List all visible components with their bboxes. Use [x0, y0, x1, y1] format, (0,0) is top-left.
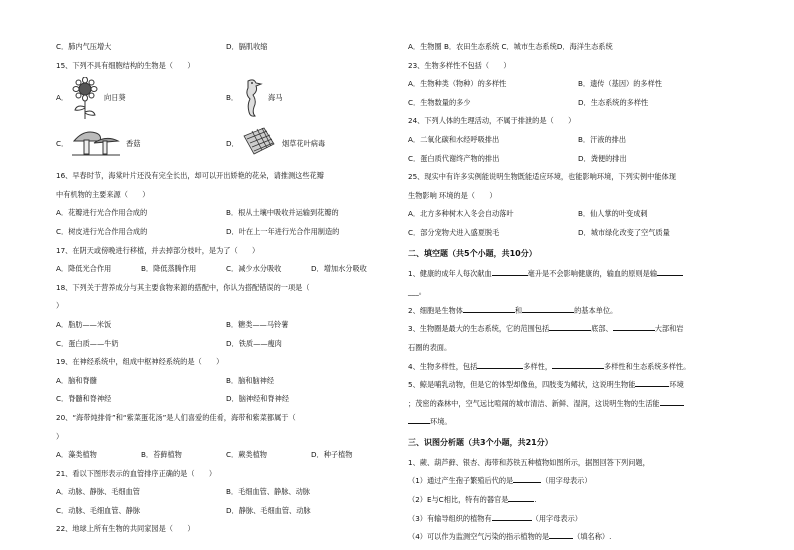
question-19-stem: 19、在神经系统中，组成中枢神经系统的是（ ）: [56, 357, 224, 367]
option-d: D．叶在上一年进行光合作用制造的: [226, 226, 340, 236]
option-d: D．增加水分吸收: [311, 264, 367, 274]
question-24-stem: 24、下列人体的生理活动，不属于排泄的是（ ）: [408, 116, 576, 126]
q20-options: [56, 446, 396, 465]
answer-blank[interactable]: [492, 511, 532, 521]
option-b-seahorse: B． 海马: [226, 77, 396, 119]
option-d: D．种子植物: [311, 450, 353, 460]
question-16-stem: 16、早春时节，海棠叶片还没有完全长出，却可以开出娇艳的花朵，请推测这些花瓣: [56, 171, 324, 181]
option-d: D．铁质——瘦肉: [226, 338, 282, 348]
option-a: A．藻类植物: [56, 450, 97, 460]
option-a: A．北方多种树木入冬会自动落叶: [408, 209, 514, 219]
answer-blank[interactable]: [477, 359, 523, 369]
answer-blank[interactable]: [522, 303, 574, 313]
option-a: A．生物种类（物种）的多样性: [408, 79, 507, 89]
q24-options-ab: [408, 131, 748, 150]
option-c: C．蕨类植物: [226, 450, 267, 460]
option-c: C．树皮进行光合作用合成的: [56, 226, 148, 236]
question-25-stem-cont: 生物影响 环境的是（ ）: [408, 190, 497, 200]
answer-blank[interactable]: [660, 396, 684, 406]
left-column: [56, 38, 396, 539]
fill-q5-cont2: 环境。: [408, 413, 748, 432]
option-b: B．毛细血管、静脉、动脉: [226, 487, 310, 497]
answer-blank[interactable]: [463, 303, 515, 313]
option-d: D．生态系统的多样性: [578, 97, 649, 107]
q14-options: [56, 38, 396, 57]
analysis-q1-sub2: （2）E与C相比，特有的器官是 .: [408, 491, 748, 510]
option-b: B．汗液的排出: [578, 134, 627, 144]
seahorse-icon: [240, 77, 264, 119]
q15-pictures-row2: [56, 121, 396, 167]
option-c: C．脊髓和脊神经: [56, 394, 112, 404]
option-c: C．蛋白质代谢终产物的排出: [408, 153, 500, 163]
q17-options: [56, 260, 396, 279]
answer-blank[interactable]: [492, 266, 528, 276]
answer-blank[interactable]: [549, 529, 573, 539]
q23-options-ab: [408, 75, 748, 94]
fill-q5-cont: ；茂密的森林中，空气远比喧闹的城市清洁、新鲜、湿润，这说明生物的生活能: [408, 395, 748, 414]
option-c: C．部分宠物犬进入盛夏脱毛: [408, 227, 500, 237]
tobacco-mosaic-virus-icon: [240, 126, 278, 162]
option-c: C．减少水分吸收: [226, 264, 282, 274]
option-c-mushroom: C． 香菇: [56, 127, 226, 161]
q23-options-cd: [408, 94, 748, 113]
answer-blank[interactable]: [635, 377, 669, 387]
answer-blank[interactable]: [657, 266, 683, 276]
option-d: D．脑神经和脊神经: [226, 394, 290, 404]
question-21-stem: 21、看以下图形表示的血管排序正确的是（ ）: [56, 468, 217, 478]
analysis-q1-sub1: （1）通过产生孢子繁殖后代的是 （用字母表示）: [408, 472, 748, 491]
option-d: D．静脉、毛细血管、动脉: [226, 505, 311, 515]
mushroom-icon: [70, 127, 122, 161]
section-2-heading: 二、填空题（共5个小题，共10分）: [408, 248, 537, 258]
q22-options: A．生物圈 B．农田生态系统 C．城市生态系统D．海洋生态系统: [408, 42, 613, 51]
option-b: B．糖类——马铃薯: [226, 319, 289, 329]
option-c: C．肺内气压增大: [56, 42, 112, 51]
question-20-stem-cont: ）: [56, 431, 64, 441]
option-a: A．降低光合作用: [56, 264, 112, 274]
q15-pictures-row1: [56, 75, 396, 121]
option-c: C．蛋白质——牛奶: [56, 338, 119, 348]
option-a: A．脑和脊髓: [56, 375, 97, 385]
analysis-q1-sub3: （3）有输导组织的植物有 （用字母表示）: [408, 510, 748, 529]
fill-q5: 5、鲸是哺乳动物，但是它的体型却像鱼，四肢变为鳍状，这说明生物能 环境: [408, 376, 748, 395]
q25-options-cd: [408, 224, 748, 243]
option-a: A．花瓣进行光合作用合成的: [56, 208, 148, 218]
q19-options-ab: [56, 372, 396, 391]
question-25-stem: 25、现实中有许多实例能说明生物既能适应环境，也能影响环境，下列实例中能体现: [408, 172, 676, 182]
option-d: D．膈肌收缩: [226, 42, 268, 51]
q19-options-cd: [56, 390, 396, 409]
answer-blank[interactable]: [549, 321, 591, 331]
q16-options-ab: [56, 204, 396, 223]
answer-blank[interactable]: [513, 473, 541, 483]
fill-q1: 1、健康的成年人每次献血 毫升是不会影响健康的，输血的原则是输: [408, 265, 748, 284]
option-a: A．动脉、静脉、毛细血管: [56, 487, 140, 497]
q16-options-cd: [56, 223, 396, 242]
question-15-stem: 15、下列不具有细胞结构的生物是（ ）: [56, 60, 195, 70]
right-column: [408, 38, 748, 547]
fill-q2: 2、细胞是生物体 和 的基本单位。: [408, 302, 748, 321]
q21-options-ab: [56, 483, 396, 502]
question-23-stem: 23、生物多样性不包括（ ）: [408, 60, 511, 70]
q18-options-ab: [56, 316, 396, 335]
option-d: D．粪便的排出: [578, 153, 627, 163]
option-c: C．动脉、毛细血管、静脉: [56, 505, 141, 515]
option-b: B．根从土壤中吸收并运输到花瓣的: [226, 208, 339, 218]
question-17-stem: 17、在阴天或傍晚进行移植，并去掉部分枝叶，是为了（ ）: [56, 245, 260, 255]
question-18-stem-cont: ）: [56, 301, 64, 311]
q24-options-cd: [408, 150, 748, 169]
fill-q1-cont: ___。: [408, 287, 426, 297]
fill-q4: 4、生物多样性，包括 多样性， 多样性和生态系统多样性。: [408, 358, 748, 377]
option-b: B．降低蒸腾作用: [141, 264, 197, 274]
option-a: A．脂肪——米饭: [56, 319, 112, 329]
analysis-q1-sub4: （4）可以作为监测空气污染的指示植物的是 （填名称）.: [408, 528, 748, 547]
question-20-stem: 20、“海带炖排骨”和“紫菜蛋花汤”是人们喜爱的佳肴，海带和紫菜都属于（: [56, 412, 296, 422]
q25-options-ab: [408, 205, 748, 224]
option-b: B．仙人掌的叶变成刺: [578, 209, 648, 219]
option-c: C．生物数量的多少: [408, 97, 471, 107]
question-16-stem-cont: 中有机物的主要来源（ ）: [56, 189, 150, 199]
answer-blank[interactable]: [408, 414, 430, 424]
option-a: A．二氧化碳和水经呼吸排出: [408, 134, 500, 144]
answer-blank[interactable]: [508, 492, 534, 502]
fill-q3-cont: 石圈的表面。: [408, 342, 452, 352]
answer-blank[interactable]: [552, 359, 604, 369]
answer-blank[interactable]: [613, 321, 655, 331]
question-18-stem: 18、下列关于营养成分与其主要食物来源的搭配中，你认为搭配错误的一项是（: [56, 282, 310, 292]
analysis-q1-stem: 1、蕨、葫芦藓、银杏、海带和苏铁五种植物如图所示，据图回答下列问题，: [408, 457, 650, 467]
option-d: D．城市绿化改变了空气质量: [578, 227, 670, 237]
section-3-heading: 三、识图分析题（共3个小题，共21分）: [408, 437, 553, 447]
sunflower-icon: [70, 77, 100, 119]
option-d-tmv: D． 烟草花叶病毒: [226, 126, 396, 162]
q18-options-cd: [56, 335, 396, 354]
fill-q3: 3、生物圈是最大的生态系统，它的范围包括 底部、 大部和岩: [408, 320, 748, 339]
option-a-sunflower: A． 向日葵: [56, 77, 226, 119]
option-b: B．苔藓植物: [141, 450, 182, 460]
option-b: B．脑和脑神经: [226, 375, 275, 385]
question-22-stem: 22、地球上所有生物的共同家园是（ ）: [56, 524, 195, 534]
option-b: B．遗传（基因）的多样性: [578, 79, 662, 89]
q21-options-cd: [56, 502, 396, 521]
